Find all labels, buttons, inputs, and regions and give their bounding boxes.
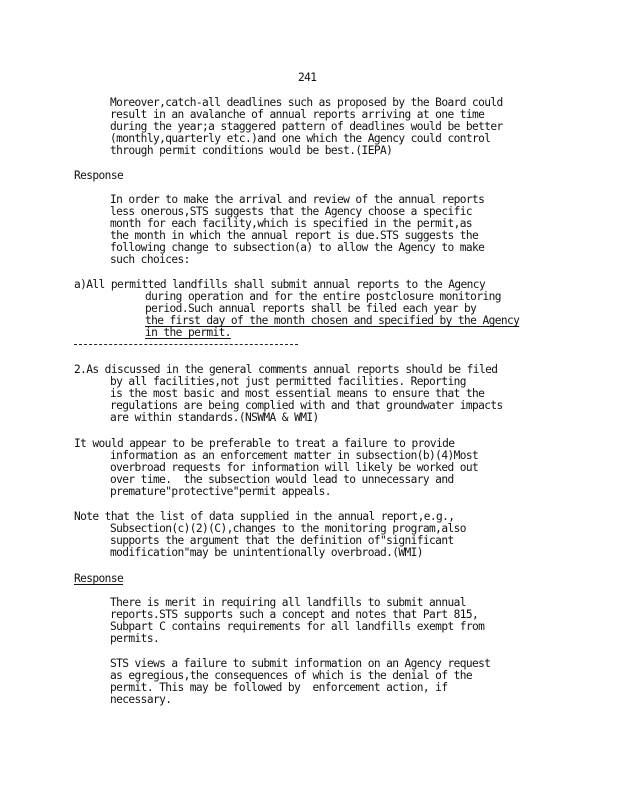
response-heading-underlined: Response [74, 572, 124, 585]
paragraph-5-line: overbroad requests for information will likely be worked out [110, 461, 479, 474]
paragraph-8-line: permit. This may be followed by enforcement action, if [110, 681, 448, 694]
proposed-rule-line: a)All permitted landfills shall submit annual reports to the Agency [74, 278, 486, 291]
paragraph-2-line: following change to subsection(a) to allow the Agency to make [110, 241, 485, 254]
paragraph-2-line: the month in which the annual report is due.STS suggests the [110, 229, 479, 242]
paragraph-6-line: modification"may be unintentionally overbroad.(WMI) [110, 546, 423, 559]
paragraph-1-line: through permit conditions would be best.(IEPA) [110, 144, 393, 157]
paragraph-5-line: It would appear to be preferable to treat a failure to provide [74, 437, 455, 450]
proposed-rule-line-underlined: the first day of the month chosen and specified by the Agency [145, 314, 520, 327]
paragraph-1-line: result in an avalanche of annual reports arriving at one time [110, 108, 485, 121]
paragraph-8-line: necessary. [110, 693, 172, 706]
paragraph-7-line: Subpart C contains requirements for all landfills exempt from [110, 620, 485, 633]
paragraph-5-line: information as an enforcement matter in subsection(b)(4)Most [110, 449, 479, 462]
paragraph-5-line: over time. the subsection would lead to unnecessary and [110, 473, 454, 486]
paragraph-5-line: premature"protective"permit appeals. [110, 485, 331, 498]
comment-2-line: regulations are being complied with and that groundwater impacts [110, 399, 503, 412]
paragraph-2-line: less onerous,STS suggests that the Agency choose a specific [110, 205, 472, 218]
proposed-rule-line-underlined: in the permit. [145, 326, 231, 339]
proposed-rule-line: during operation and for the entire postclosure monitoring [145, 290, 501, 303]
paragraph-8-line: as egregious,the consequences of which is the denial of the [110, 669, 472, 682]
comment-2-line: 2.As discussed in the general comments annual reports should be filed [74, 363, 498, 376]
paragraph-2-line: such choices: [110, 253, 190, 266]
paragraph-1-line: during the year;a staggered pattern of deadlines would be better [110, 120, 503, 133]
comment-2-line: is the most basic and most essential means to ensure that the [110, 387, 485, 400]
paragraph-6-line: supports the argument that the definition of"significant [110, 534, 454, 547]
paragraph-2-line: In order to make the arrival and review of the annual reports [110, 193, 485, 206]
response-heading: Response [74, 169, 124, 182]
paragraph-6-line: Subsection(c)(2)(C),changes to the monitoring program,also [110, 522, 466, 535]
paragraph-2-line: month for each facility,which is specified in the permit,as [110, 217, 472, 230]
paragraph-7-line: reports.STS supports such a concept and notes that Part 815, [110, 608, 479, 621]
comment-2-line: by all facilities,not just permitted facilities. Reporting [110, 375, 466, 388]
dashed-separator [74, 344, 298, 345]
proposed-rule-line: period.Such annual reports shall be filed each year by [145, 302, 477, 315]
paragraph-1-line: Moreover,catch-all deadlines such as proposed by the Board could [110, 96, 503, 109]
paragraph-7-line: There is merit in requiring all landfills to submit annual [110, 596, 466, 609]
paragraph-1-line: (monthly,quarterly etc.)and one which the Agency could control [110, 132, 491, 145]
page-number: 241 [298, 71, 317, 84]
paragraph-6-line: Note that the list of data supplied in the annual report,e.g., [74, 510, 455, 523]
comment-2-line: are within standards.(NSWMA & WMI) [110, 411, 319, 424]
paragraph-7-line: permits. [110, 632, 160, 645]
paragraph-8-line: STS views a failure to submit information on an Agency request [110, 657, 491, 670]
